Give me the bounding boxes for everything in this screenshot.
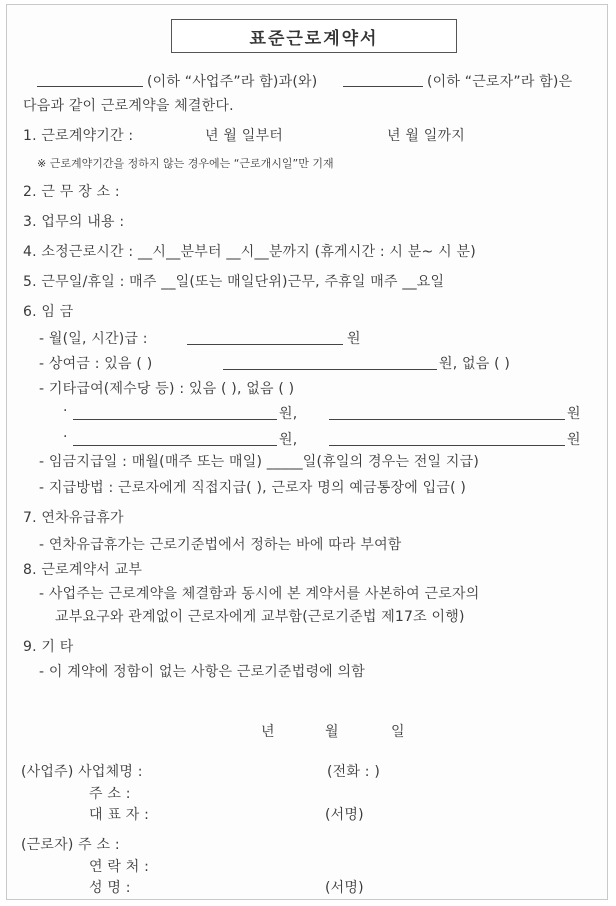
other-pay-item-3-won: 원, [279,432,298,448]
employer-suffix: (이하 “사업주”라 함)과(와) [147,74,318,90]
other-pay-item-4-won: 원 [567,432,581,448]
worker-contact-label: 연 락 처 : [89,859,150,875]
payday-line: - 임금지급일 : 매월(매주 또는 매일) _____일(휴일의 경우는 전일 지급) [39,454,480,470]
employer-signature[interactable]: (서명) [325,807,364,823]
contract-page [6,4,608,900]
bonus-label: - 상여금 : 있음 ( ) [39,356,153,372]
working-hours-line: 4. 소정근로시간 : __시__분부터 __시__분까지 (휴게시간 : 시 분~ 시 분) [23,244,476,260]
contract-period-note: ※ 근로계약기간을 정하지 않는 경우에는 “근로개시일”만 기재 [37,157,334,170]
document-title: 표준근로계약서 [171,19,457,53]
worker-address-label: (근로자) 주 소 : [21,837,120,853]
bonus-amount-blank[interactable] [223,369,437,370]
employer-representative-label: 대 표 자 : [89,807,150,823]
date-month[interactable]: 월 [325,724,339,740]
wage-label: - 월(일, 시간)급 : [39,331,148,347]
intro-line-2: 다음과 같이 근로계약을 체결한다. [23,98,234,114]
date-year[interactable]: 년 [261,724,275,740]
wage-won: 원 [347,331,361,347]
date-day[interactable]: 일 [391,724,405,740]
contract-period-label: 1. 근로계약기간 : [23,128,134,144]
worker-name-label: 성 명 : [89,880,131,896]
contract-period-to[interactable]: 년 월 일까지 [387,128,465,144]
contract-delivery-label: 8. 근로계약서 교부 [23,562,143,578]
workplace-label: 2. 근 무 장 소 : [23,184,120,200]
contract-delivery-line-2: 교부요구와 관계없이 근로자에게 교부함(근로기준법 제17조 이행) [55,609,465,625]
other-pay-item-4-blank[interactable] [329,445,565,446]
employer-name-blank[interactable] [37,86,143,87]
bonus-end: 원, 없음 ( ) [439,356,511,372]
other-pay-bullet-2: · [63,429,68,445]
pay-method-line: - 지급방법 : 근로자에게 직접지급( ), 근로자 명의 예금통장에 입금( ) [39,480,467,496]
other-pay-item-1-blank[interactable] [73,419,277,420]
contract-delivery-line-1: - 사업주는 근로계약을 체결함과 동시에 본 계약서를 사본하여 근로자의 [39,586,480,602]
other-matters-text: - 이 계약에 정함이 없는 사항은 근로기준법령에 의함 [39,664,366,680]
worker-name-blank[interactable] [343,86,423,87]
job-description-label: 3. 업무의 내용 : [23,214,125,230]
other-pay-bullet-1: · [63,403,68,419]
employer-address-label: 주 소 : [89,786,131,802]
other-pay-item-2-won: 원 [567,406,581,422]
employer-company-label: (사업주) 사업체명 : [21,764,143,780]
workdays-holidays-line: 5. 근무일/휴일 : 매주 __일(또는 매일단위)근무, 주휴일 매주 __요일 [23,274,445,290]
employer-phone-label: (전화 : ) [327,764,380,780]
worker-signature[interactable]: (서명) [325,880,364,896]
other-pay-label: - 기타급여(제수당 등) : 있음 ( ), 없음 ( ) [39,381,295,397]
other-matters-label: 9. 기 타 [23,639,74,655]
contract-period-from[interactable]: 년 월 일부터 [205,128,283,144]
annual-leave-label: 7. 연차유급휴가 [23,510,124,526]
wage-amount-blank[interactable] [187,344,343,345]
other-pay-item-2-blank[interactable] [329,419,565,420]
worker-suffix: (이하 “근로자”라 함)은 [427,74,573,90]
other-pay-item-3-blank[interactable] [73,445,277,446]
wage-section-label: 6. 임 금 [23,304,74,320]
annual-leave-text: - 연차유급휴가는 근로기준법에서 정하는 바에 따라 부여함 [39,537,402,553]
other-pay-item-1-won: 원, [279,406,298,422]
